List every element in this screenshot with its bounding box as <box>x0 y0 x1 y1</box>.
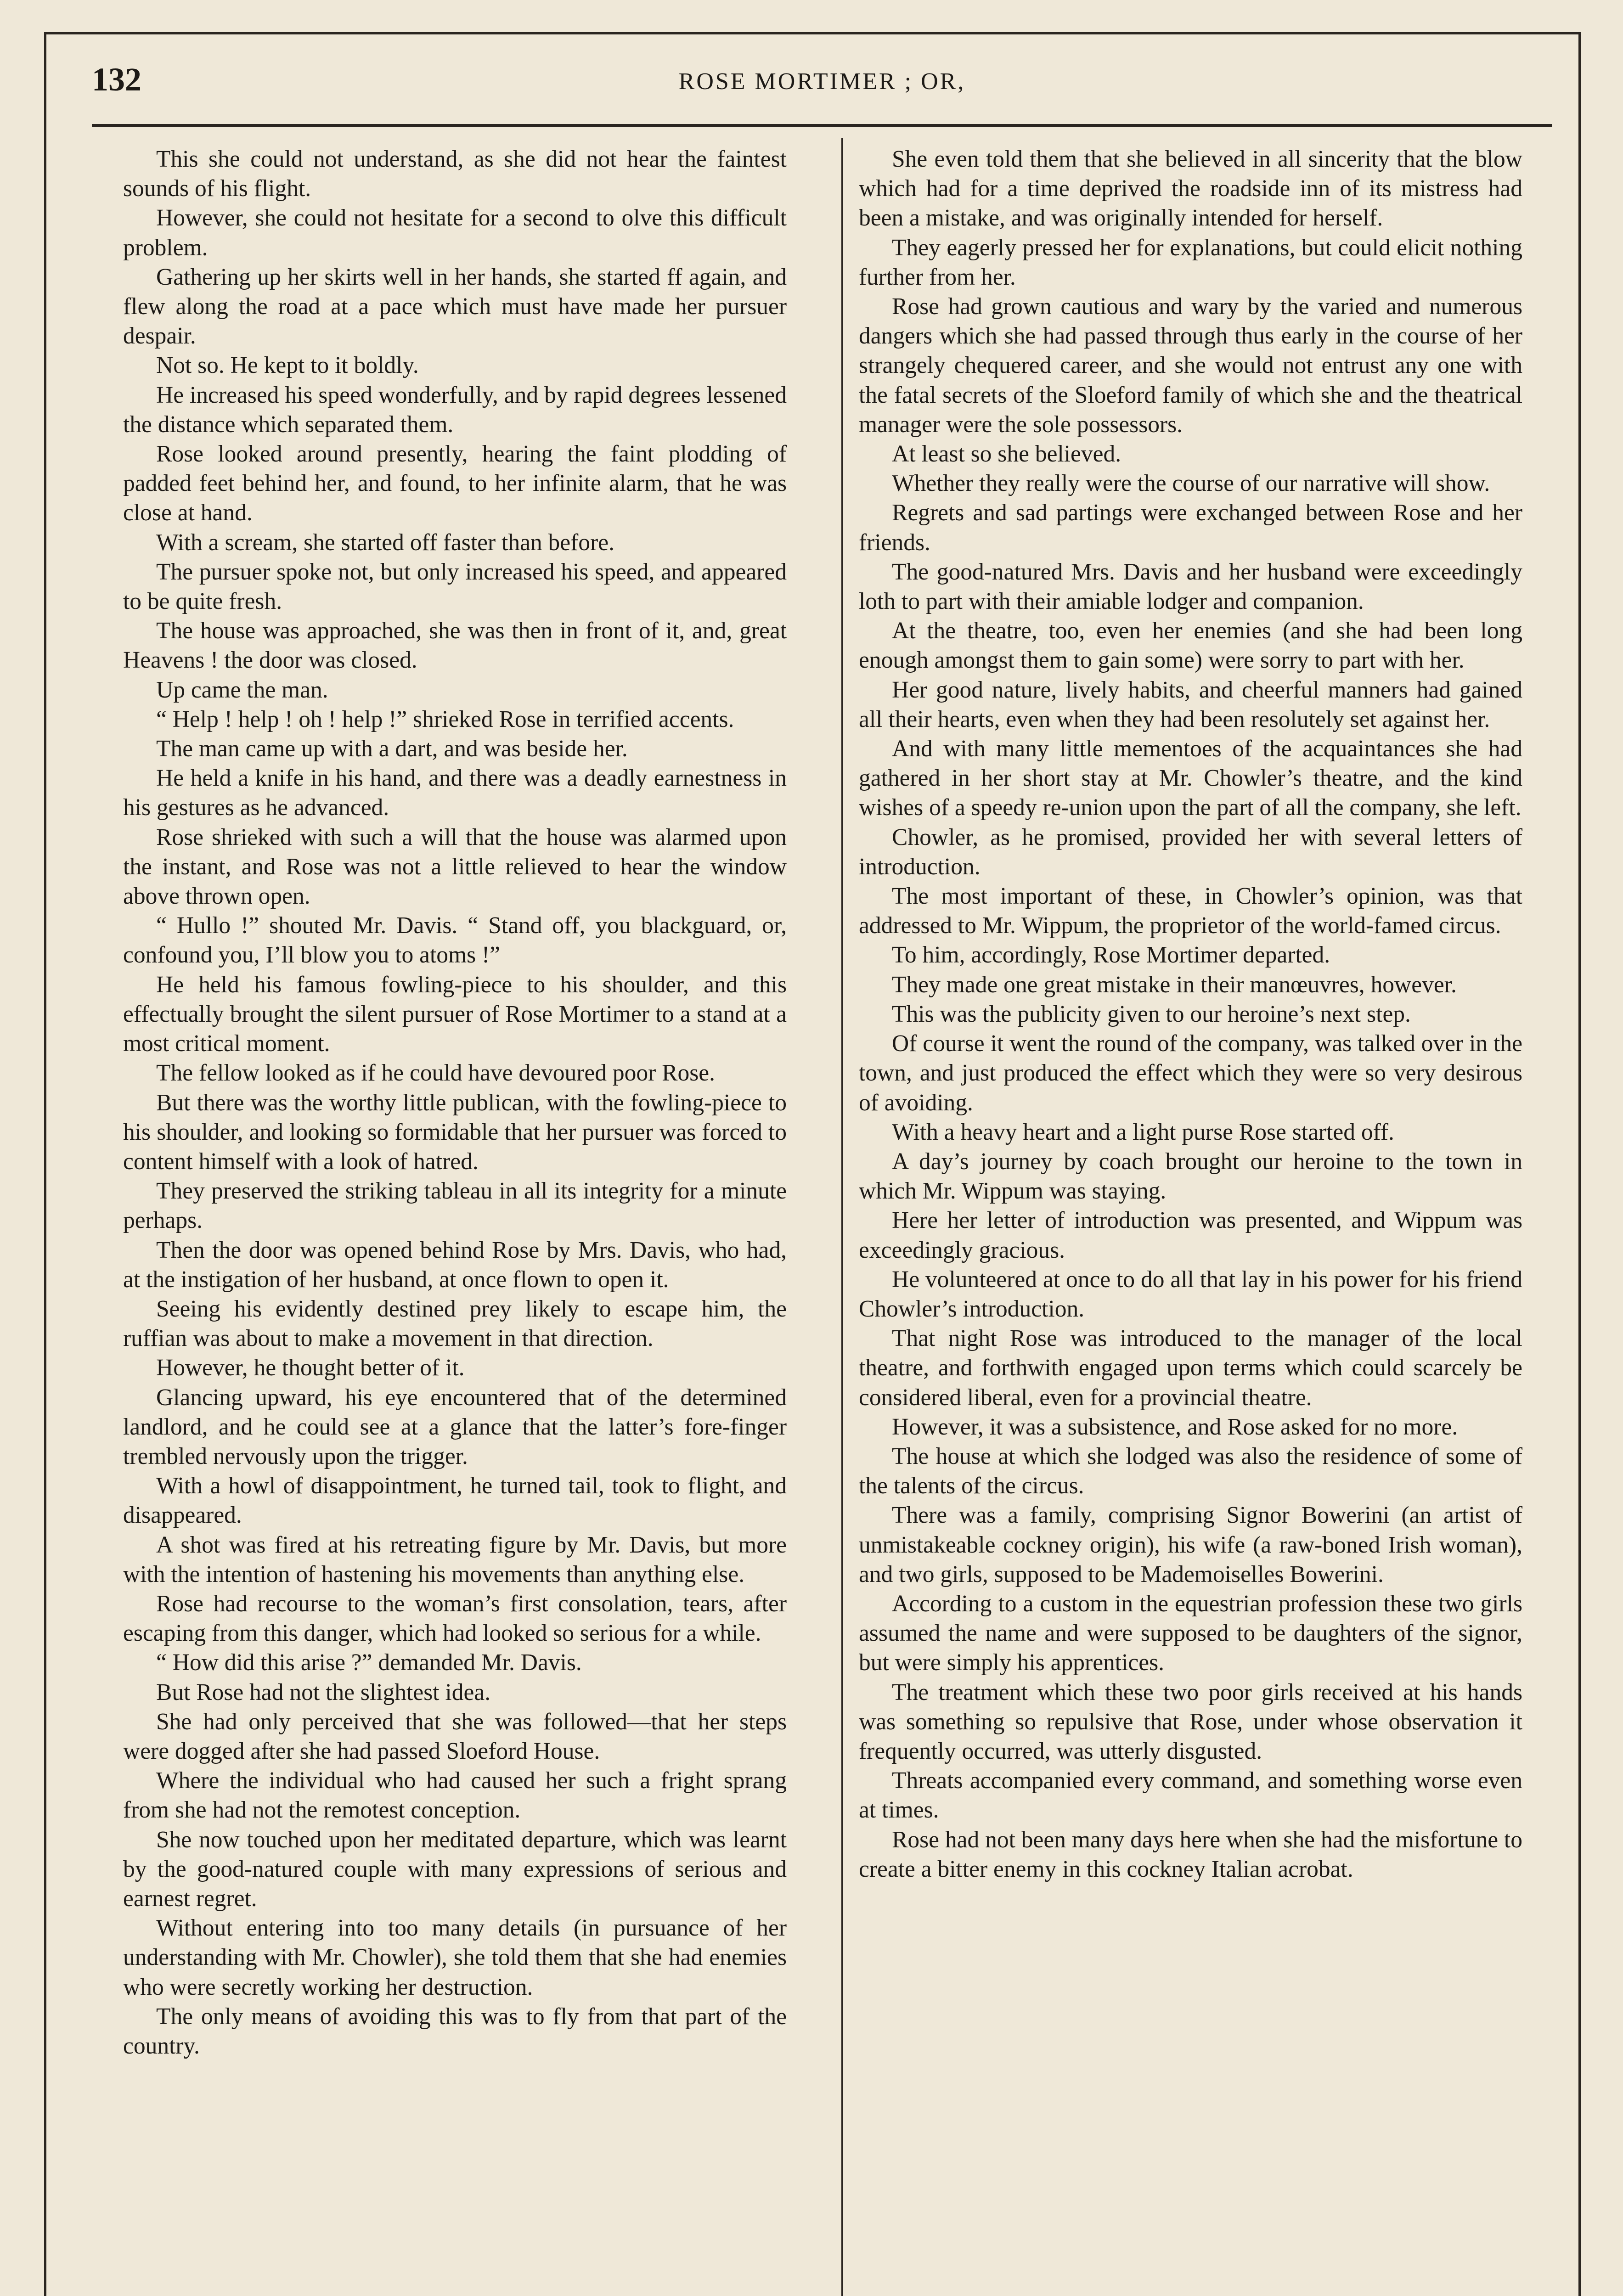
paragraph: She had only perceived that she was followed—that her steps were dogged after she had passed Sloeford House. <box>123 1708 787 1764</box>
paragraph: Up came the man. <box>156 676 328 703</box>
paragraph: He increased his speed wonderfully, and by rapid degrees lessened the distance which separated them. <box>123 382 787 438</box>
paragraph: She now touched upon her meditated departure, which was learnt by the good-natured couple with many expressions of serious and earnest regret. <box>123 1826 787 1912</box>
paragraph: A day’s journey by coach brought our heroine to the town in which Mr. Wippum was staying. <box>859 1148 1522 1204</box>
running-title: ROSE MORTIMER ; OR, <box>678 68 966 95</box>
paragraph: Not so. He kept to it boldly. <box>156 352 419 379</box>
paragraph: He volunteered at once to do all that lay in his power for his friend Chowler’s introduction. <box>859 1266 1522 1322</box>
paragraph: Rose had not been many days here when she had the misfortune to create a bitter enemy in this cockney Italian acrobat. <box>859 1826 1522 1882</box>
paragraph: They preserved the striking tableau in all its integrity for a minute perhaps. <box>123 1178 787 1234</box>
paragraph: This was the publicity given to our heroine’s next step. <box>892 1001 1411 1027</box>
paragraph: He held a knife in his hand, and there was a deadly earnestness in his gestures as he advanced. <box>123 765 787 821</box>
paragraph: That night Rose was introduced to the manager of the local theatre, and forthwith engaged upon terms which could scarcely be considered liberal, even for a provincial theatre. <box>859 1325 1522 1411</box>
paragraph: According to a custom in the equestrian profession these two girls assumed the name and were supposed to be daughters of the signor, but were simply his apprentices. <box>859 1590 1522 1676</box>
paragraph: Glancing upward, his eye encountered that of the determined landlord, and he could see at a glance that the latter’s fore-finger trembled nervously upon the trigger. <box>123 1384 787 1469</box>
paragraph: Her good nature, lively habits, and cheerful manners had gained all their hearts, even when they had been resolutely set against her. <box>859 676 1522 732</box>
paragraph: The good-natured Mrs. Davis and her husband were exceedingly loth to part with their amiable lodger and companion. <box>859 558 1522 615</box>
paragraph: The only means of avoiding this was to fly from that part of the country. <box>123 2003 787 2059</box>
paragraph: Rose had recourse to the woman’s first consolation, tears, after escaping from this danger, which had looked so serious for a while. <box>123 1590 787 1647</box>
paragraph: Without entering into too many details (in pursuance of her understanding with Mr. Chowler), she told them that she had enemies who were secretly working her destruction. <box>123 1915 787 2000</box>
column-divider <box>841 138 843 2296</box>
paragraph: He held his famous fowling-piece to his shoulder, and this effectually brought the silent pursuer of Rose Mortimer to a stand at a most critical moment. <box>123 971 787 1057</box>
paragraph: Then the door was opened behind Rose by Mrs. Davis, who had, at the instigation of her husband, at once flown to open it. <box>123 1237 787 1293</box>
paragraph: Of course it went the round of the company, was talked over in the town, and just produced the effect which they were so very desirous of avoiding. <box>859 1030 1522 1116</box>
paragraph: Chowler, as he promised, provided her with several letters of introduction. <box>859 824 1522 880</box>
paragraph: With a howl of disappointment, he turned tail, took to flight, and disappeared. <box>123 1473 787 1529</box>
paragraph: However, she could not hesitate for a second to olve this difficult problem. <box>123 205 787 261</box>
paragraph: Where the individual who had caused her such a fright sprang from she had not the remotest conception. <box>123 1767 787 1823</box>
page-header <box>92 55 1552 127</box>
paragraph: This she could not understand, as she did not hear the faintest sounds of his flight. <box>123 146 787 202</box>
paragraph: The treatment which these two poor girls received at his hands was something so repulsive that Rose, under whose observation it frequently occurred, was utterly disgusted. <box>859 1679 1522 1764</box>
paragraph: Rose looked around presently, hearing the faint plodding of padded feet behind her, and found, to her infinite alarm, that he was close at hand. <box>123 441 787 526</box>
paragraph: “ How did this arise ?” demanded Mr. Davis. <box>156 1649 582 1676</box>
paragraph: Seeing his evidently destined prey likely to escape him, the ruffian was about to make a movement in that direction. <box>123 1295 787 1352</box>
paragraph: “ Help ! help ! oh ! help !” shrieked Rose in terrified accents. <box>156 706 734 732</box>
paragraph: Regrets and sad partings were exchanged between Rose and her friends. <box>859 500 1522 556</box>
paragraph: The house was approached, she was then in front of it, and, great Heavens ! the door was closed. <box>123 618 787 674</box>
paragraph: However, it was a subsistence, and Rose asked for no more. <box>892 1413 1458 1440</box>
left-text-column <box>123 145 787 2061</box>
paragraph: With a scream, she started off faster than before. <box>156 529 614 556</box>
paragraph: They eagerly pressed her for explanations, but could elicit nothing further from her. <box>859 234 1522 290</box>
paragraph: Rose shrieked with such a will that the house was alarmed upon the instant, and Rose was not a little relieved to hear the window above thrown open. <box>123 824 787 910</box>
paragraph: And with many little mementoes of the acquaintances she had gathered in her short stay at Mr. Chowler’s theatre, and the kind wishes of a speedy re-union upon the part of all the company, she left. <box>859 736 1522 821</box>
paragraph: They made one great mistake in their manœuvres, however. <box>892 971 1457 998</box>
page-number: 132 <box>92 61 141 98</box>
paragraph: The man came up with a dart, and was beside her. <box>156 736 628 762</box>
paragraph: With a heavy heart and a light purse Rose started off. <box>892 1119 1394 1145</box>
paragraph: The house at which she lodged was also the residence of some of the talents of the circus. <box>859 1443 1522 1499</box>
paragraph: “ Hullo !” shouted Mr. Davis. “ Stand off, you blackguard, or, confound you, I’ll blow you to atoms !” <box>123 912 787 968</box>
paragraph: At least so she believed. <box>892 441 1121 467</box>
paragraph: However, he thought better of it. <box>156 1355 465 1381</box>
right-text-column <box>859 145 1522 1884</box>
paragraph: Here her letter of introduction was presented, and Wippum was exceedingly gracious. <box>859 1207 1522 1263</box>
paragraph: The fellow looked as if he could have devoured poor Rose. <box>156 1060 716 1086</box>
paragraph: A shot was fired at his retreating figure by Mr. Davis, but more with the intention of hastening his movements than anything else. <box>123 1531 787 1587</box>
paragraph: There was a family, comprising Signor Bowerini (an artist of unmistakeable cockney origin), his wife (a raw-boned Irish woman), and two girls, supposed to be Mademoiselles Bowerini. <box>859 1502 1522 1587</box>
paragraph: Whether they really were the course of our narrative will show. <box>892 470 1490 497</box>
paragraph: But Rose had not the slightest idea. <box>156 1679 491 1705</box>
paragraph: Threats accompanied every command, and something worse even at times. <box>859 1767 1522 1823</box>
paragraph: But there was the worthy little publican, with the fowling-piece to his shoulder, and looking so formidable that her pursuer was forced to content himself with a look of hatred. <box>123 1089 787 1175</box>
paragraph: At the theatre, too, even her enemies (and she had been long enough amongst them to gain some) were sorry to part with her. <box>859 618 1522 674</box>
paragraph: The pursuer spoke not, but only increased his speed, and appeared to be quite fresh. <box>123 558 787 615</box>
paragraph: The most important of these, in Chowler’s opinion, was that addressed to Mr. Wippum, the proprietor of the world-famed circus. <box>859 883 1522 939</box>
paragraph: Gathering up her skirts well in her hands, she started ff again, and flew along the road at a pace which must have made her pursuer despair. <box>123 264 787 349</box>
paragraph: She even told them that she believed in all sincerity that the blow which had for a time deprived the roadside inn of its mistress had been a mistake, and was originally intended for herself. <box>859 146 1522 231</box>
paragraph: Rose had grown cautious and wary by the varied and numerous dangers which she had passed through thus early in the course of her strangely chequered career, and she would not entrust any one with the fatal secrets of the Sloeford family of which she and the theatrical manager were the sole possessors. <box>859 293 1522 438</box>
paragraph: To him, accordingly, Rose Mortimer departed. <box>892 942 1330 968</box>
